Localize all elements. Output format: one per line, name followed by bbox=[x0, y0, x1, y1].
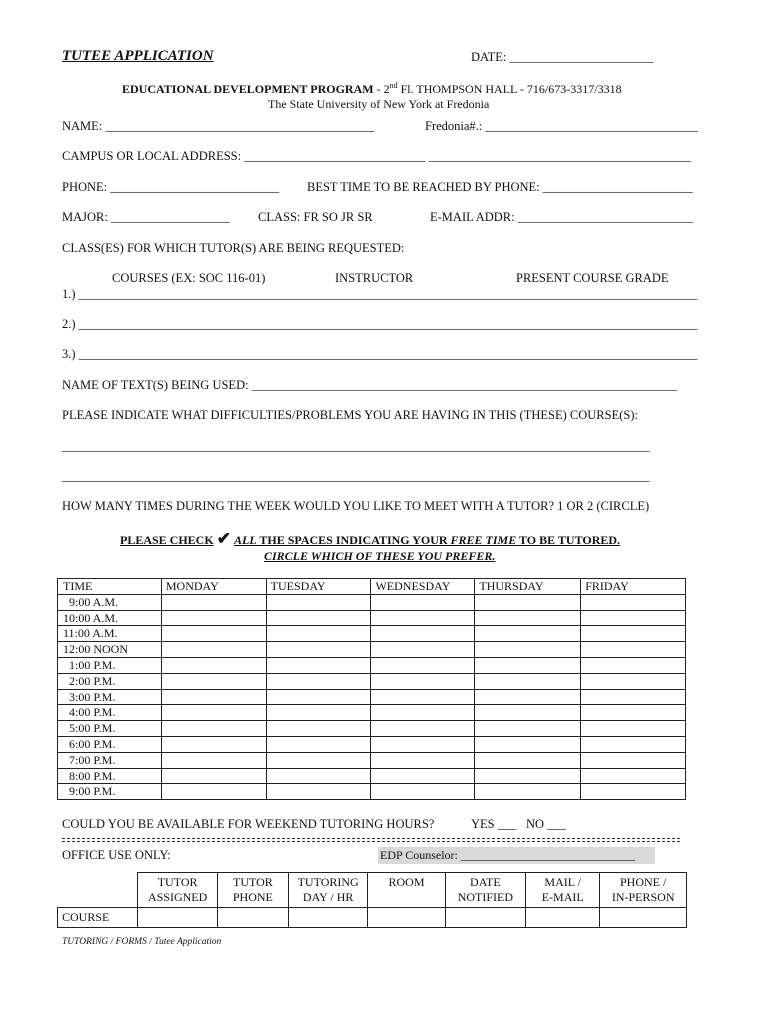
email-field[interactable]: E-MAIL ADDR: ____________________________ bbox=[430, 210, 693, 224]
schedule-header-4: THURSDAY bbox=[475, 579, 581, 595]
schedule-slot[interactable] bbox=[161, 784, 266, 800]
times-per-week-question: HOW MANY TIMES DURING THE WEEK WOULD YOU LIKE TO MEET WITH A TUTOR? 1 OR 2 (CIRCLE) bbox=[62, 499, 650, 513]
schedule-slot[interactable] bbox=[371, 673, 475, 689]
schedule-slot[interactable] bbox=[371, 689, 475, 705]
schedule-row bbox=[58, 642, 686, 658]
schedule-slot[interactable] bbox=[581, 610, 686, 626]
all-text: ALL bbox=[233, 533, 257, 547]
office-course-label: COURSE bbox=[58, 908, 138, 928]
difficulties-line-1[interactable]: ______________________________________________________________________________________________ bbox=[62, 439, 650, 453]
office-blank-cell bbox=[58, 873, 138, 908]
schedule-slot[interactable] bbox=[475, 768, 581, 784]
schedule-slot[interactable] bbox=[266, 721, 371, 737]
schedule-row bbox=[58, 610, 686, 626]
schedule-row bbox=[58, 752, 686, 768]
schedule-slot[interactable] bbox=[266, 673, 371, 689]
office-course-cell[interactable] bbox=[138, 908, 217, 928]
program-name: EDUCATIONAL DEVELOPMENT PROGRAM bbox=[122, 82, 374, 96]
divider bbox=[62, 838, 680, 839]
schedule-slot[interactable] bbox=[475, 642, 581, 658]
schedule-slot[interactable] bbox=[161, 642, 266, 658]
schedule-slot[interactable] bbox=[371, 642, 475, 658]
schedule-slot[interactable] bbox=[581, 673, 686, 689]
office-header-line-1: DATE bbox=[470, 875, 501, 889]
office-course-cell[interactable] bbox=[288, 908, 367, 928]
schedule-slot[interactable] bbox=[371, 721, 475, 737]
courses-header: COURSES (EX: SOC 116-01) bbox=[112, 271, 266, 285]
schedule-slot[interactable] bbox=[581, 689, 686, 705]
schedule-slot[interactable] bbox=[266, 736, 371, 752]
office-course-cell[interactable] bbox=[368, 908, 445, 928]
schedule-slot[interactable] bbox=[371, 610, 475, 626]
schedule-slot[interactable] bbox=[371, 752, 475, 768]
schedule-slot[interactable] bbox=[581, 626, 686, 642]
schedule-header-0: TIME bbox=[58, 579, 162, 595]
schedule-slot[interactable] bbox=[161, 657, 266, 673]
free-time-text: FREE TIME bbox=[450, 533, 517, 547]
schedule-slot[interactable] bbox=[475, 705, 581, 721]
course-line-3[interactable]: 3.) ___________________________________________________________________________________________________ bbox=[62, 347, 698, 361]
office-header-0 bbox=[138, 873, 217, 908]
date-field[interactable]: DATE: _______________________ bbox=[471, 50, 654, 64]
instructor-header: INSTRUCTOR bbox=[335, 271, 414, 285]
program-floor-sup: nd bbox=[389, 81, 398, 90]
schedule-row bbox=[58, 626, 686, 642]
weekend-yes[interactable]: YES ___ bbox=[471, 817, 517, 831]
schedule-header-2: TUESDAY bbox=[266, 579, 371, 595]
schedule-slot[interactable] bbox=[266, 626, 371, 642]
schedule-slot[interactable] bbox=[266, 784, 371, 800]
fredonia-id-field[interactable]: Fredonia#.: __________________________________ bbox=[425, 119, 698, 133]
schedule-slot[interactable] bbox=[475, 689, 581, 705]
schedule-time: 12:00 NOON bbox=[58, 642, 162, 658]
form-title: TUTEE APPLICATION bbox=[62, 48, 214, 64]
office-header-line-1: TUTOR bbox=[157, 875, 198, 889]
schedule-time: 7:00 P.M. bbox=[58, 752, 162, 768]
weekend-no[interactable]: NO ___ bbox=[526, 817, 566, 831]
schedule-slot[interactable] bbox=[581, 705, 686, 721]
classes-requested-label: CLASS(ES) FOR WHICH TUTOR(S) ARE BEING REQUESTED: bbox=[62, 241, 405, 255]
schedule-slot[interactable] bbox=[266, 752, 371, 768]
weekend-question: COULD YOU BE AVAILABLE FOR WEEKEND TUTORING HOURS? bbox=[62, 817, 435, 831]
schedule-row bbox=[58, 594, 686, 610]
schedule-header-row bbox=[58, 579, 686, 595]
schedule-slot[interactable] bbox=[371, 736, 475, 752]
major-field[interactable]: MAJOR: ___________________ bbox=[62, 210, 230, 224]
schedule-slot[interactable] bbox=[266, 705, 371, 721]
schedule-slot[interactable] bbox=[161, 721, 266, 737]
office-header-3 bbox=[368, 873, 445, 908]
office-header-4 bbox=[445, 873, 525, 908]
schedule-slot[interactable] bbox=[161, 768, 266, 784]
schedule-slot[interactable] bbox=[161, 705, 266, 721]
schedule-slot[interactable] bbox=[266, 642, 371, 658]
schedule-time: 4:00 P.M. bbox=[58, 705, 162, 721]
office-header-line-2: E-MAIL bbox=[541, 890, 584, 904]
office-header-line-1: PHONE / bbox=[619, 875, 667, 889]
grade-header: PRESENT COURSE GRADE bbox=[516, 271, 669, 285]
office-course-cell[interactable] bbox=[526, 908, 600, 928]
schedule-slot[interactable] bbox=[371, 784, 475, 800]
schedule-header-1: MONDAY bbox=[161, 579, 266, 595]
schedule-row bbox=[58, 736, 686, 752]
schedule-slot[interactable] bbox=[266, 657, 371, 673]
schedule-time: 2:00 P.M. bbox=[58, 673, 162, 689]
office-header-1 bbox=[217, 873, 288, 908]
schedule-time: 9:00 P.M. bbox=[58, 784, 162, 800]
schedule-time: 11:00 A.M. bbox=[58, 626, 162, 642]
schedule-slot[interactable] bbox=[161, 689, 266, 705]
schedule-slot[interactable] bbox=[581, 752, 686, 768]
schedule-slot[interactable] bbox=[581, 657, 686, 673]
office-header-line-1: MAIL / bbox=[544, 875, 581, 889]
schedule-slot[interactable] bbox=[475, 736, 581, 752]
schedule-slot[interactable] bbox=[161, 673, 266, 689]
schedule-row bbox=[58, 657, 686, 673]
office-course-cell[interactable] bbox=[600, 908, 687, 928]
program-location: Fl. THOMPSON HALL - 716/673-3317/3318 bbox=[397, 82, 622, 96]
office-header-line-2: DAY / HR bbox=[302, 890, 354, 904]
schedule-slot[interactable] bbox=[475, 784, 581, 800]
schedule-time: 8:00 P.M. bbox=[58, 768, 162, 784]
name-field[interactable]: NAME: ___________________________________________ bbox=[62, 119, 375, 133]
schedule-slot[interactable] bbox=[371, 594, 475, 610]
texts-used-field[interactable]: NAME OF TEXT(S) BEING USED: ____________________________________________________________________ bbox=[62, 378, 677, 392]
schedule-slot[interactable] bbox=[161, 752, 266, 768]
schedule-slot[interactable] bbox=[266, 594, 371, 610]
schedule-slot[interactable] bbox=[371, 626, 475, 642]
schedule-slot[interactable] bbox=[475, 610, 581, 626]
schedule-slot[interactable] bbox=[581, 642, 686, 658]
schedule-slot[interactable] bbox=[581, 594, 686, 610]
schedule-slot[interactable] bbox=[161, 610, 266, 626]
to-be-tutored-text: TO BE TUTORED. bbox=[516, 533, 621, 547]
edp-counselor-field[interactable]: EDP Counselor: _____________________________ bbox=[378, 847, 655, 864]
schedule-time: 10:00 A.M. bbox=[58, 610, 162, 626]
please-check-text: PLEASE CHECK bbox=[120, 533, 214, 547]
program-floor: - 2 bbox=[373, 82, 390, 96]
spaces-text: THE SPACES INDICATING YOUR bbox=[256, 533, 451, 547]
schedule-slot[interactable] bbox=[581, 721, 686, 737]
office-use-label: OFFICE USE ONLY: bbox=[62, 848, 171, 862]
schedule-slot[interactable] bbox=[475, 594, 581, 610]
office-course-row bbox=[58, 908, 687, 928]
schedule-row bbox=[58, 784, 686, 800]
schedule-header-3: WEDNESDAY bbox=[371, 579, 475, 595]
schedule-row bbox=[58, 705, 686, 721]
address-field[interactable]: CAMPUS OR LOCAL ADDRESS: _____________________________ __________________________________________ bbox=[62, 149, 692, 163]
best-time-field[interactable]: BEST TIME TO BE REACHED BY PHONE: ________________________ bbox=[307, 180, 693, 194]
course-line-1[interactable]: 1.) ___________________________________________________________________________________________________ bbox=[62, 287, 698, 301]
checkmark-icon: ✔ bbox=[216, 529, 231, 548]
schedule-slot[interactable] bbox=[581, 784, 686, 800]
office-header-line-2 bbox=[370, 890, 442, 905]
divider-2 bbox=[62, 841, 680, 842]
course-line-2[interactable]: 2.) ___________________________________________________________________________________________________ bbox=[62, 317, 698, 331]
schedule-slot[interactable] bbox=[475, 626, 581, 642]
schedule-time: 5:00 P.M. bbox=[58, 721, 162, 737]
schedule-slot[interactable] bbox=[161, 626, 266, 642]
schedule-slot[interactable] bbox=[266, 768, 371, 784]
difficulties-line-2[interactable]: ______________________________________________________________________________________________ bbox=[62, 469, 650, 483]
office-header-line-2: IN-PERSON bbox=[611, 890, 675, 904]
schedule-slot[interactable] bbox=[475, 752, 581, 768]
schedule-row bbox=[58, 673, 686, 689]
circle-preference-text: CIRCLE WHICH OF THESE YOU PREFER. bbox=[264, 549, 496, 563]
university-name: The State University of New York at Fredonia bbox=[268, 97, 490, 111]
schedule-row bbox=[58, 768, 686, 784]
program-line bbox=[122, 81, 622, 97]
schedule-slot[interactable] bbox=[266, 610, 371, 626]
schedule-time: 3:00 P.M. bbox=[58, 689, 162, 705]
schedule-slot[interactable] bbox=[475, 721, 581, 737]
schedule-slot[interactable] bbox=[581, 736, 686, 752]
schedule-slot[interactable] bbox=[161, 736, 266, 752]
office-course-cell[interactable] bbox=[445, 908, 525, 928]
schedule-slot[interactable] bbox=[371, 768, 475, 784]
schedule-slot[interactable] bbox=[371, 705, 475, 721]
office-header-line-1: ROOM bbox=[388, 875, 425, 889]
office-header-line-2: ASSIGNED bbox=[147, 890, 208, 904]
phone-field[interactable]: PHONE: ___________________________ bbox=[62, 180, 280, 194]
schedule-time: 6:00 P.M. bbox=[58, 736, 162, 752]
office-table bbox=[57, 872, 687, 928]
difficulties-label: PLEASE INDICATE WHAT DIFFICULTIES/PROBLEMS YOU ARE HAVING IN THIS (THESE) COURSE(S): bbox=[62, 408, 638, 422]
schedule-slot[interactable] bbox=[371, 657, 475, 673]
office-header-2 bbox=[288, 873, 367, 908]
schedule-time: 1:00 P.M. bbox=[58, 657, 162, 673]
office-header-line-1: TUTOR bbox=[232, 875, 273, 889]
footer-text: TUTORING / FORMS / Tutee Application bbox=[62, 937, 222, 947]
schedule-slot[interactable] bbox=[581, 768, 686, 784]
office-header-6 bbox=[600, 873, 687, 908]
schedule-slot[interactable] bbox=[475, 673, 581, 689]
schedule-time: 9:00 A.M. bbox=[58, 594, 162, 610]
schedule-slot[interactable] bbox=[266, 689, 371, 705]
office-header-row bbox=[58, 873, 687, 908]
schedule-row bbox=[58, 721, 686, 737]
schedule-header-5: FRIDAY bbox=[581, 579, 686, 595]
office-header-line-2: NOTIFIED bbox=[457, 890, 514, 904]
office-header-5 bbox=[526, 873, 600, 908]
schedule-row bbox=[58, 689, 686, 705]
free-time-instruction bbox=[120, 529, 620, 549]
class-options[interactable]: CLASS: FR SO JR SR bbox=[258, 210, 373, 224]
schedule-slot[interactable] bbox=[161, 594, 266, 610]
schedule-slot[interactable] bbox=[475, 657, 581, 673]
schedule-table bbox=[57, 578, 686, 800]
office-header-line-2: PHONE bbox=[232, 890, 273, 904]
office-header-line-1: TUTORING bbox=[297, 875, 359, 889]
office-course-cell[interactable] bbox=[217, 908, 288, 928]
